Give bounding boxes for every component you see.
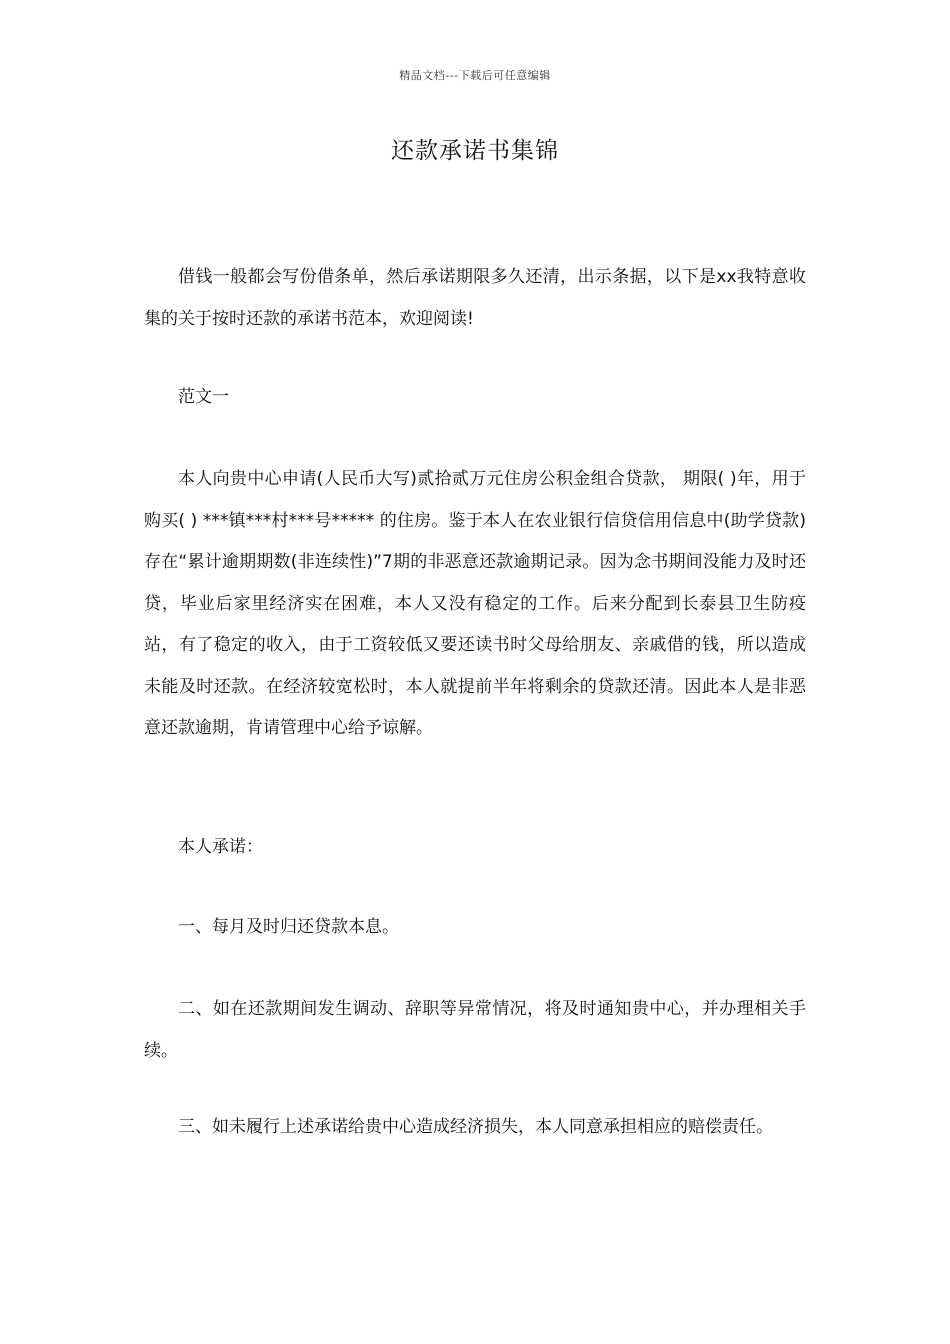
promise-item-2: 二、如在还款期间发生调动、辞职等异常情况，将及时通知贵中心，并办理相关手续。 bbox=[144, 999, 806, 1061]
main-paragraph: 本人向贵中心申请(人民币大写)贰拾贰万元住房公积金组合贷款， 期限( )年，用于购买( ) ***镇***村***号***** 的住房。鉴于本人在农业银行信贷信用信息中(助学贷款)存在“累计逾期期数(非连续性)”7期的非恶意还款逾期记录。因为念书期间没能力及时还贷，毕业后家里经济实在困难，本人又没有稳定的工作。后来分配到长泰县卫生防疫站，有了稳定的收入，由于工资较低又要还读书时父母给朋友、亲戚借的钱，所以造成未能及时还款。在经济较宽松时，本人就提前半年将剩余的贷款还清。因此本人是非恶意还款逾期，肯请管理中心给予谅解。 bbox=[144, 469, 806, 738]
intro-paragraph: 借钱一般都会写份借条单，然后承诺期限多久还清，出示条据，以下是xx我特意收集的关于按时还款的承诺书范本，欢迎阅读! bbox=[144, 267, 806, 329]
section-heading: 范文一 bbox=[178, 387, 229, 407]
promise-item-1: 一、每月及时归还贷款本息。 bbox=[178, 917, 399, 937]
promise-item-3: 三、如未履行上述承诺给贵中心造成经济损失，本人同意承担相应的赔偿责任。 bbox=[178, 1117, 773, 1137]
document-title: 还款承诺书集锦 bbox=[391, 138, 559, 164]
header-note: 精品文档---下载后可任意编辑 bbox=[399, 69, 551, 82]
promise-heading: 本人承诺： bbox=[178, 837, 263, 857]
